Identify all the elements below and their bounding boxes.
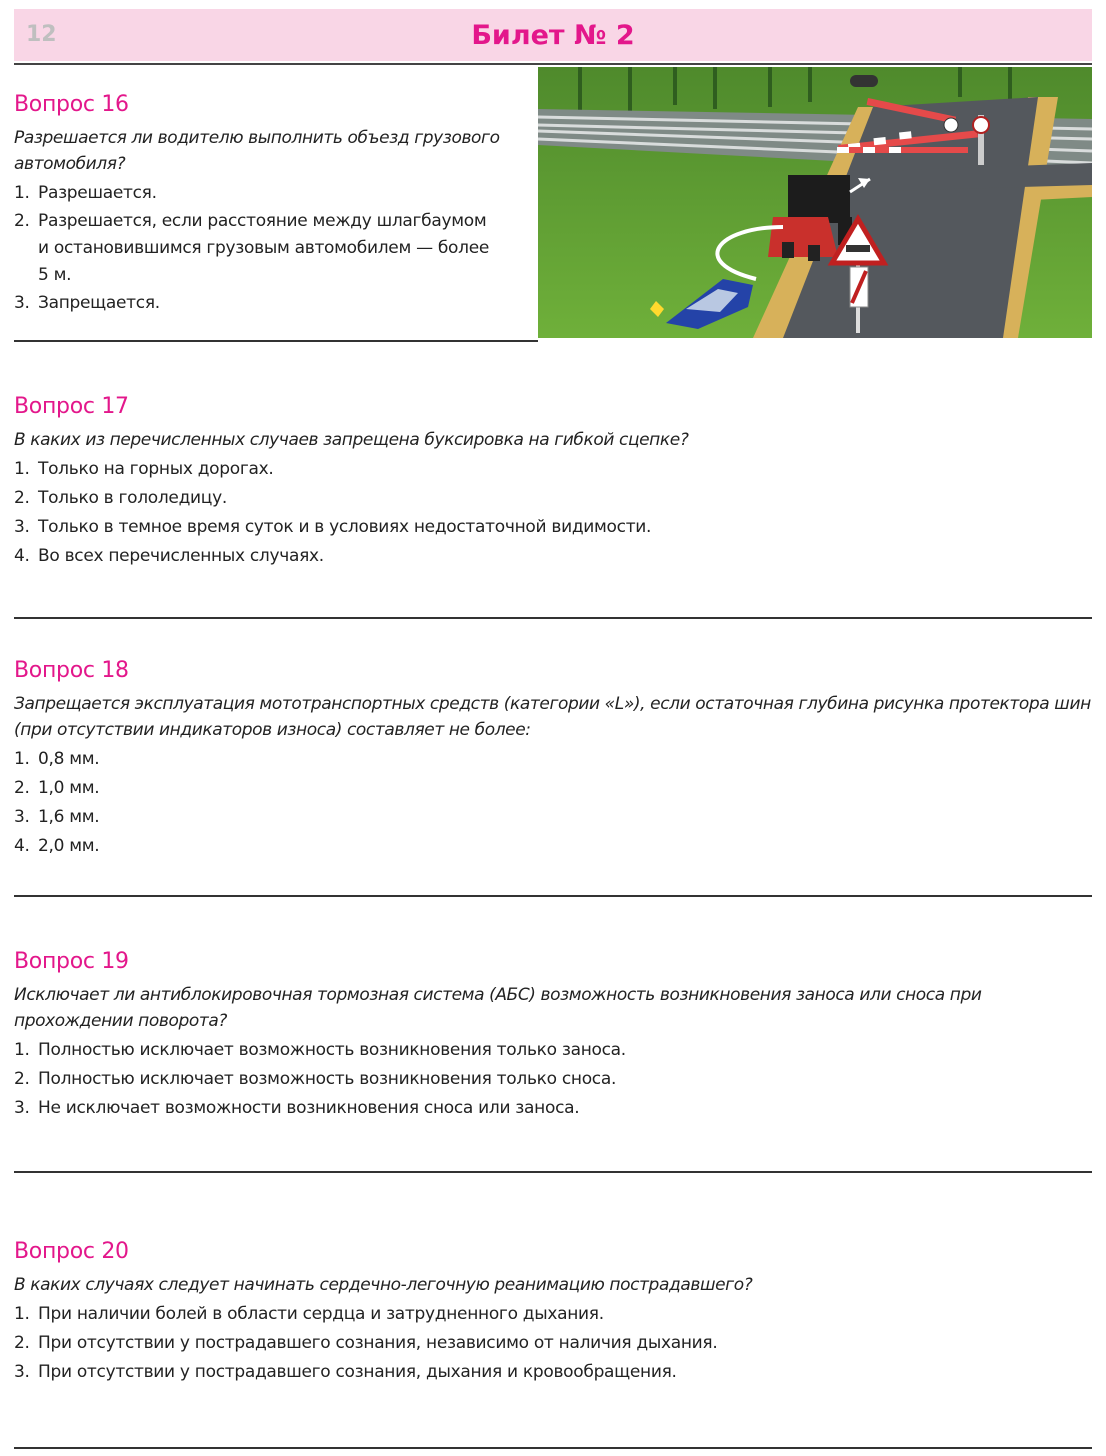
question-text: В каких случаях следует начинать сердечно-легочную реанимацию пострадавшего?	[14, 1275, 753, 1295]
question-20	[14, 1239, 1092, 1387]
question-divider	[14, 1447, 1092, 1449]
answer-option[interactable]: 2. При отсутствии у пострадавшего сознания, независимо от наличия дыхания.	[14, 1333, 718, 1353]
answer-option[interactable]: 1. Разрешается.	[14, 183, 157, 203]
answer-option[interactable]: 3. Запрещается.	[14, 293, 160, 313]
answer-list	[14, 179, 519, 318]
page-number: 12	[26, 22, 57, 47]
answer-option[interactable]: 3. 1,6 мм.	[14, 807, 100, 827]
answer-option[interactable]: 2. Полностью исключает возможность возникновения только сноса.	[14, 1069, 617, 1089]
question-title: Вопрос 17	[14, 394, 129, 419]
answer-option[interactable]: 4. Во всех перечисленных случаях.	[14, 546, 324, 566]
question-text: Запрещается эксплуатация мототранспортных средств (категории «L»), если остаточная глубина рисунка протектора шин (при отсутствии индикаторов износа) составляет не более:	[14, 694, 1091, 740]
question-17	[14, 394, 1092, 571]
question-text: В каких из перечисленных случаев запрещена буксировка на гибкой сцепке?	[14, 430, 689, 450]
answer-list	[14, 455, 1092, 571]
crossing-scene	[538, 67, 1092, 338]
header-divider	[14, 63, 1092, 65]
question-19	[14, 949, 1092, 1123]
question-text: Разрешается ли водителю выполнить объезд грузового автомобиля?	[14, 128, 500, 174]
answer-list	[14, 1036, 1092, 1123]
question-title: Вопрос 19	[14, 949, 129, 974]
question-text: Исключает ли антиблокировочная тормозная система (АБС) возможность возникновения заноса или сноса при прохождении поворота?	[14, 985, 982, 1031]
answer-option[interactable]: 1. 0,8 мм.	[14, 749, 100, 769]
question-18	[14, 658, 1092, 861]
answer-option[interactable]: 3. При отсутствии у пострадавшего сознания, дыхания и кровообращения.	[14, 1362, 677, 1382]
answer-option[interactable]: 1. При наличии болей в области сердца и затрудненного дыхания.	[14, 1304, 604, 1324]
question-title: Вопрос 20	[14, 1239, 129, 1264]
answer-option[interactable]: 1. Только на горных дорогах.	[14, 459, 274, 479]
answer-list	[14, 1300, 1092, 1387]
answer-option[interactable]: 3. Только в темное время суток и в условиях недостаточной видимости.	[14, 517, 652, 537]
answer-option[interactable]: 3. Не исключает возможности возникновения сноса или заноса.	[14, 1098, 580, 1118]
question-divider	[14, 1171, 1092, 1173]
answer-option[interactable]: 4. 2,0 мм.	[14, 836, 100, 856]
question-title: Вопрос 18	[14, 658, 129, 683]
page-header	[14, 9, 1092, 61]
question-divider	[14, 340, 538, 342]
answer-option[interactable]: 2. Разрешается, если расстояние между шлагбаумом и остановившимся грузовым автомобилем — более 5 м.	[14, 211, 490, 285]
answer-option[interactable]: 2. Только в гололедицу.	[14, 488, 227, 508]
question-divider	[14, 895, 1092, 897]
answer-option[interactable]: 1. Полностью исключает возможность возникновения только заноса.	[14, 1040, 626, 1060]
ticket-title: Билет № 2	[471, 20, 635, 51]
question-16	[14, 92, 519, 318]
question-title: Вопрос 16	[14, 92, 129, 117]
question-divider	[14, 617, 1092, 619]
answer-option[interactable]: 2. 1,0 мм.	[14, 778, 100, 798]
railroad-crossing-illustration	[538, 67, 1092, 338]
answer-list	[14, 745, 1092, 861]
